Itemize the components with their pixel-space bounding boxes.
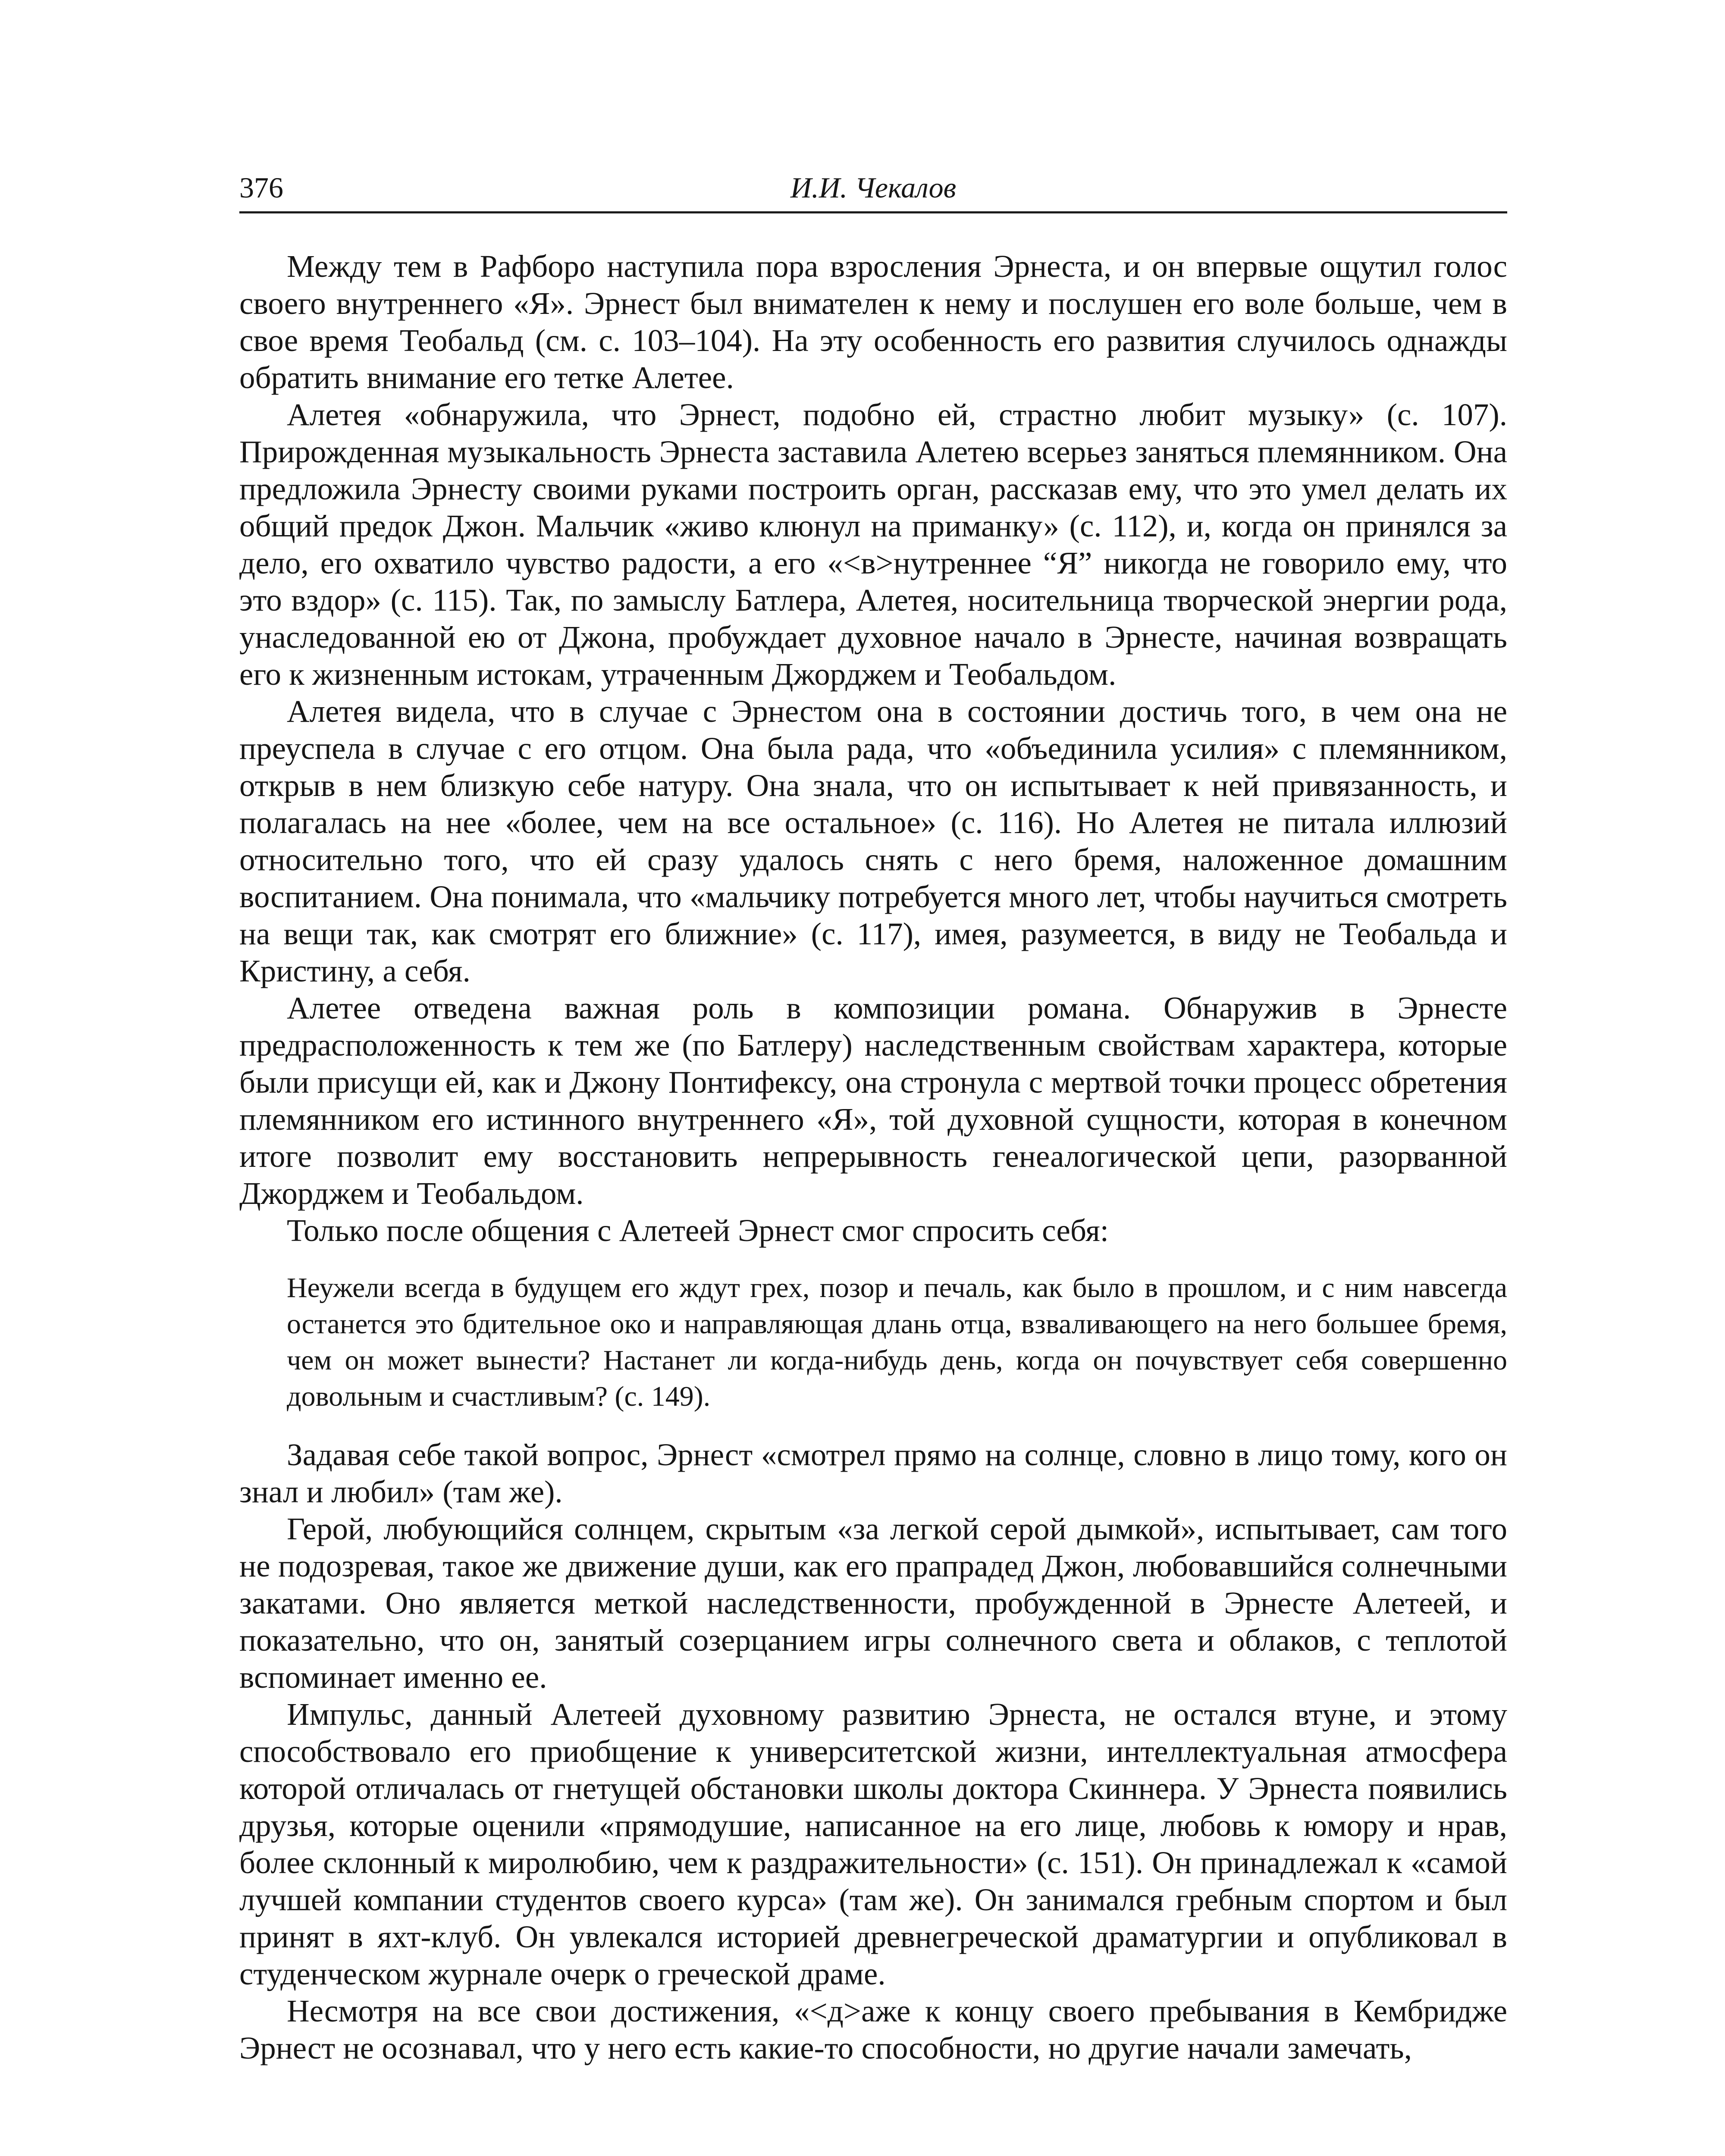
paragraph: Алетея видела, что в случае с Эрнестом она в состоянии достичь того, в чем она не преуспела в случае с его отцом. Она была рада, что «объединила усилия» с племянником, открыв в нем близкую себе натуру. Она знала, что он испытывает к ней привязанность, и полагалась на нее «более, чем на все остальное» (с. 116). Но Алетея не питала иллюзий относительно того, что ей сразу удалось снять с него бремя, наложенное домашним воспитанием. Она понимала, что «мальчику потребуется много лет, чтобы научиться смотреть на вещи так, как смотрят его ближние» (с. 117), имея, разумеется, в виду не Теобальда и Кристину, а себя.	[239, 694, 1507, 988]
paragraph: Импульс, данный Алетеей духовному развитию Эрнеста, не остался втуне, и этому способствовало его приобщение к университетской жизни, интеллектуальная атмосфера которой отличалась от гнетущей обстановки школы доктора Скиннера. У Эрнеста появились друзья, которые оценили «прямодушие, написанное на его лице, любовь к юмору и нрав, более склонный к миролюбию, чем к раздражительности» (с. 151). Он принадлежал к «самой лучшей компании студентов своего курса» (там же). Он занимался гребным спортом и был принят в яхт-клуб. Он увлекался историей древнегреческой драматургии и опубликовал в студенческом журнале очерк о греческой драме.	[239, 1697, 1507, 1991]
running-title: И.И. Чекалов	[790, 171, 957, 204]
body-text	[239, 248, 1507, 2067]
page-number: 376	[239, 171, 283, 204]
paragraph: Герой, любующийся солнцем, скрытым «за легкой серой дымкой», испытывает, сам того не подозревая, такое же движение души, как его прапрадед Джон, любовавшийся солнечными закатами. Оно является меткой наследственности, пробужденной в Эрнесте Алетеей, и показательно, что он, занятый созерцанием игры солнечного света и облаков, с теплотой вспоминает именно ее.	[239, 1511, 1507, 1695]
paragraph: Задавая себе такой вопрос, Эрнест «смотрел прямо на солнце, словно в лицо тому, кого он знал и любил» (там же).	[239, 1437, 1507, 1509]
running-head	[239, 170, 1507, 213]
block-quote: Неужели всегда в будущем его ждут грех, позор и печаль, как было в прошлом, и с ним навсегда останется это бдительное око и направляющая длань отца, взваливающего на него большее бремя, чем он может вынести? Настанет ли когда-нибудь день, когда он почувствует себя совершенно довольным и счастливым? (с. 149).	[287, 1272, 1507, 1412]
paragraph: Между тем в Рафборо наступила пора взросления Эрнеста, и он впервые ощутил голос своего внутреннего «Я». Эрнест был внимателен к нему и послушен его воле больше, чем в свое время Теобальд (см. с. 103–104). На эту особенность его развития случилось однажды обратить внимание его тетке Алетее.	[239, 249, 1507, 395]
paragraph: Алетея «обнаружила, что Эрнест, подобно ей, страстно любит музыку» (с. 107). Прирожденная музыкальность Эрнеста заставила Алетею всерьез заняться племянником. Она предложила Эрнесту своими руками построить орган, рассказав ему, что это умел делать их общий предок Джон. Мальчик «живо клюнул на приманку» (с. 112), и, когда он принялся за дело, его охватило чувство радости, а его «<в>нутреннее “Я” никогда не говорило ему, что это вздор» (с. 115). Так, по замыслу Батлера, Алетея, носительница творческой энергии рода, унаследованной ею от Джона, пробуждает духовное начало в Эрнесте, начиная возвращать его к жизненным истокам, утраченным Джорджем и Теобальдом.	[239, 397, 1507, 692]
paragraph: Несмотря на все свои достижения, «<д>аже к концу своего пребывания в Кембридже Эрнест не осознавал, что у него есть какие-то способности, но другие начали замечать,	[239, 1993, 1507, 2065]
paragraph: Алетее отведена важная роль в композиции романа. Обнаружив в Эрнесте предрасположенность к тем же (по Батлеру) наследственным свойствам характера, которые были присущи ей, как и Джону Понтифексу, она стронула с мертвой точки процесс обретения племянником его истинного внутреннего «Я», той духовной сущности, которая в конечном итоге позволит ему восстановить непрерывность генеалогической цепи, разорванной Джорджем и Теобальдом.	[239, 990, 1507, 1211]
paragraph: Только после общения с Алетеей Эрнест смог спросить себя:	[287, 1213, 1109, 1248]
